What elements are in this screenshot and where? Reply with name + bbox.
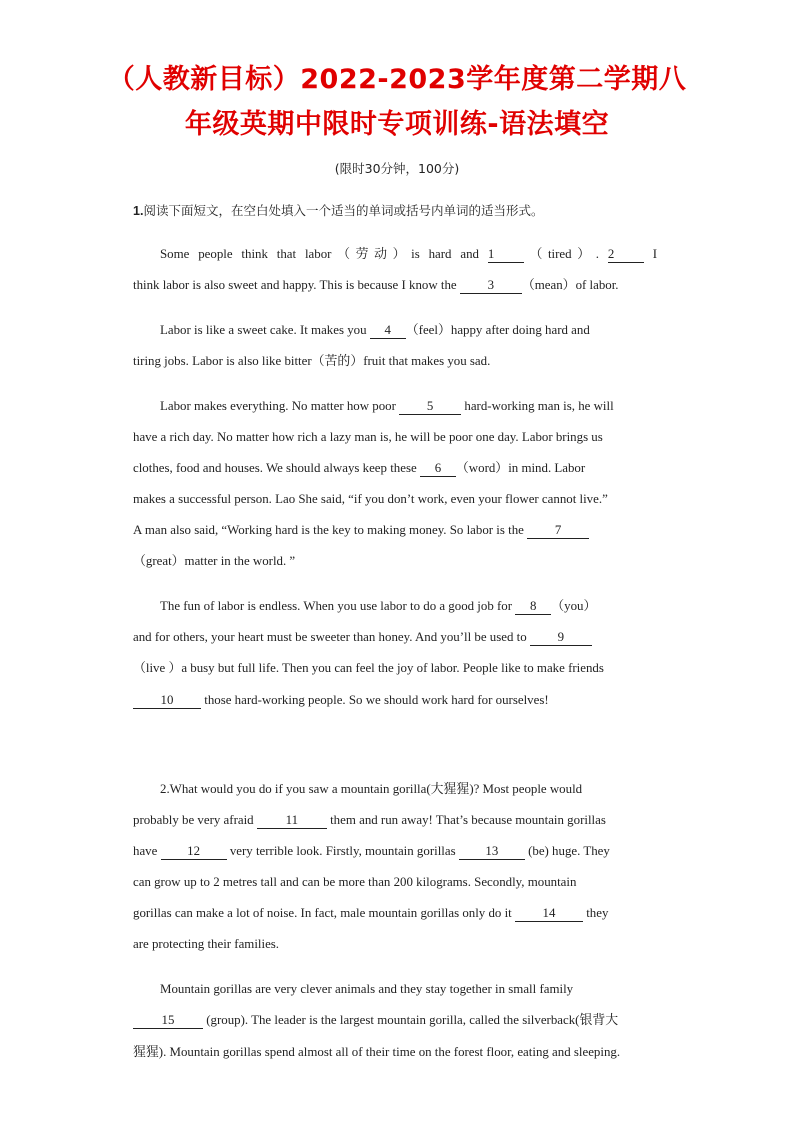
answer-blank-12[interactable]: 12 — [161, 844, 227, 860]
passage-line: Labor is like a sweet cake. It makes you 4 （feel）happy after doing hard and — [160, 323, 590, 337]
passage-line: are protecting their families. — [133, 937, 280, 951]
passage-line: probably be very afraid 11 them and run away! That’s because mountain gorillas — [133, 813, 606, 827]
answer-blank-4[interactable]: 4 — [370, 323, 406, 339]
answer-blank-13[interactable]: 13 — [459, 844, 525, 860]
instruction-text: 阅读下面短文，在空白处填入一个适当的单词或括号内单词的适当形式。 — [143, 203, 544, 218]
passage-line: 10 those hard-working people. So we should work hard for ourselves! — [133, 691, 549, 709]
passage-line: Labor makes everything. No matter how poor 5 hard-working man is, he will — [160, 399, 614, 413]
answer-blank-6[interactable]: 6 — [420, 461, 456, 477]
answer-blank-2[interactable]: 2 — [608, 247, 644, 263]
passage-line: 2.What would you do if you saw a mountain gorilla(大猩猩)? Most people would — [160, 782, 583, 796]
answer-blank-1[interactable]: 1 — [488, 247, 524, 263]
passage-line: have a rich day. No matter how rich a lazy man is, he will be poor one day. Labor brings us — [133, 430, 603, 444]
passage-line: （live ）a busy but full life. Then you can feel the joy of labor. People like to make friends — [133, 661, 604, 675]
passage-line: （great）matter in the world. ” — [133, 554, 296, 568]
passage-line: Mountain gorillas are very clever animals and they stay together in small family — [160, 982, 574, 996]
passage-line: clothes, food and houses. We should always keep these 6 （word）in mind. Labor — [133, 461, 586, 475]
answer-blank-3[interactable]: 3 — [460, 278, 522, 294]
passage-line: gorillas can make a lot of noise. In fact, male mountain gorillas only do it 14 they — [133, 906, 609, 920]
passage-line: Some people think that labor（劳动）is hard and 1 （tired）. 2 I — [160, 247, 657, 261]
passage-line: can grow up to 2 metres tall and can be more than 200 kilograms. Secondly, mountain — [133, 875, 577, 889]
answer-blank-7[interactable]: 7 — [527, 523, 589, 539]
passage-line: tiring jobs. Labor is also like bitter（苦的）fruit that makes you sad. — [133, 354, 491, 368]
passage-line: The fun of labor is endless. When you use labor to do a good job for 8 （you） — [160, 599, 597, 613]
answer-blank-5[interactable]: 5 — [399, 399, 461, 415]
answer-blank-8[interactable]: 8 — [515, 599, 551, 615]
passage-line: A man also said, “Working hard is the key to making money. So labor is the 7 — [133, 521, 589, 539]
answer-blank-10[interactable]: 10 — [133, 693, 201, 709]
passage-line: 15 (group). The leader is the largest mountain gorilla, called the silverback(银背大 — [133, 1011, 618, 1029]
answer-blank-15[interactable]: 15 — [133, 1013, 203, 1029]
passage-line: have 12 very terrible look. Firstly, mountain gorillas 13 (be) huge. They — [133, 844, 610, 858]
passage-line: think labor is also sweet and happy. This is because I know the 3 （mean）of labor. — [133, 278, 619, 292]
passage-line: and for others, your heart must be sweeter than honey. And you’ll be used to 9 — [133, 628, 592, 646]
section1-instruction — [133, 201, 693, 219]
page-title-line-1: （人教新目标）2022-2023学年度第二学期八 — [107, 64, 687, 95]
section1-number: 1. — [133, 204, 144, 218]
time-limit-subtitle: (限时30分钟，100分) — [334, 161, 460, 176]
passage-line: makes a successful person. Lao She said, “if you don’t work, even your flower cannot live.” — [133, 492, 608, 506]
page-title-line-2: 年级英期中限时专项训练-语法填空 — [184, 109, 610, 140]
answer-blank-14[interactable]: 14 — [515, 906, 583, 922]
answer-blank-9[interactable]: 9 — [530, 630, 592, 646]
passage-line: 猩猩). Mountain gorillas spend almost all of their time on the forest floor, eating and sleeping. — [133, 1045, 621, 1059]
answer-blank-11[interactable]: 11 — [257, 813, 327, 829]
